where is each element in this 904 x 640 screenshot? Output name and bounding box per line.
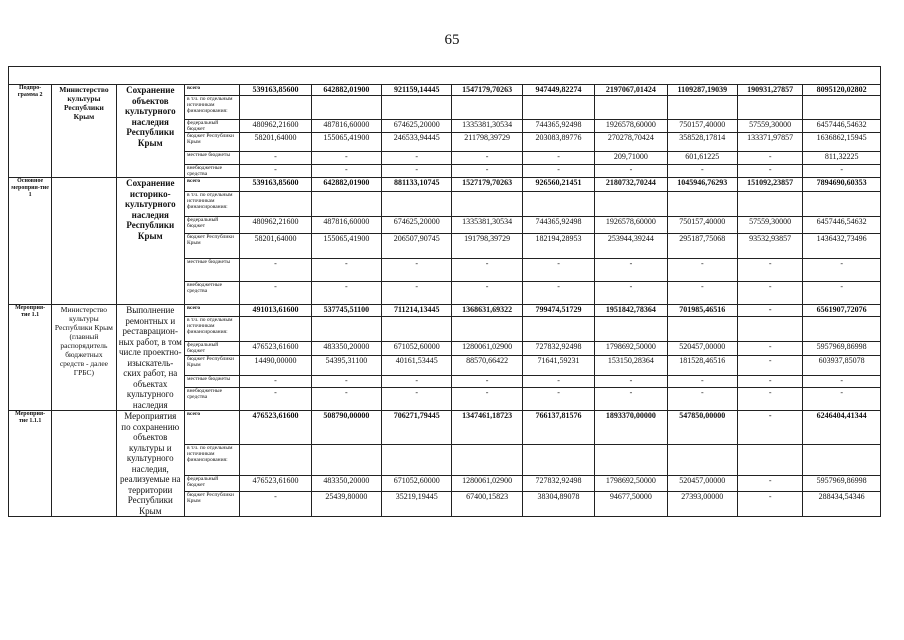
section-code-cell: Основное мероприя-тие 1: [9, 178, 52, 305]
amount-cell: [803, 317, 881, 342]
amount-cell: 881133,10745: [382, 178, 452, 192]
amount-cell: -: [311, 259, 381, 282]
funding-source-cell: всего: [184, 85, 239, 96]
amount-cell: 246533,94445: [382, 133, 452, 152]
table-row: [9, 85, 881, 96]
amount-cell: -: [738, 282, 803, 305]
amount-cell: -: [452, 152, 522, 165]
amount-cell: -: [595, 165, 667, 178]
amount-cell: 203083,89776: [522, 133, 594, 152]
amount-cell: 520457,00000: [667, 342, 737, 356]
amount-cell: [667, 317, 737, 342]
amount-cell: [522, 192, 594, 217]
amount-cell: 5957969,86998: [803, 476, 881, 492]
amount-cell: 190931,27857: [738, 85, 803, 96]
amount-cell: 480962,21600: [240, 217, 311, 234]
budget-table-container: [8, 66, 881, 574]
amount-cell: -: [803, 388, 881, 411]
funding-source-cell: бюджет Республики Крым: [184, 234, 239, 259]
amount-cell: -: [311, 165, 381, 178]
amount-cell: 671052,60000: [382, 342, 452, 356]
amount-cell: -: [803, 165, 881, 178]
amount-cell: [522, 317, 594, 342]
amount-cell: 750157,40000: [667, 217, 737, 234]
amount-cell: 8095120,02802: [803, 85, 881, 96]
amount-cell: [382, 192, 452, 217]
amount-cell: 706271,79445: [382, 411, 452, 445]
amount-cell: -: [595, 388, 667, 411]
amount-cell: -: [667, 259, 737, 282]
amount-cell: -: [738, 375, 803, 387]
amount-cell: -: [240, 492, 311, 517]
amount-cell: -: [738, 411, 803, 445]
amount-cell: -: [595, 259, 667, 282]
amount-cell: [240, 317, 311, 342]
amount-cell: 38304,89078: [522, 492, 594, 517]
amount-cell: [667, 445, 737, 476]
amount-cell: 358528,17814: [667, 133, 737, 152]
amount-cell: -: [522, 388, 594, 411]
amount-cell: 750157,40000: [667, 120, 737, 133]
funding-source-cell: всего: [184, 305, 239, 317]
amount-cell: 711214,13445: [382, 305, 452, 317]
amount-cell: 483350,20000: [311, 342, 381, 356]
amount-cell: 1798692,50000: [595, 476, 667, 492]
amount-cell: [522, 96, 594, 120]
funding-source-cell: внебюджетные средства: [184, 282, 239, 305]
section-code-cell: Подпро-грамма 2: [9, 85, 52, 178]
amount-cell: 926560,21451: [522, 178, 594, 192]
page-number: 65: [444, 32, 460, 48]
amount-cell: 642882,01900: [311, 85, 381, 96]
amount-cell: 1893370,00000: [595, 411, 667, 445]
amount-cell: -: [738, 492, 803, 517]
amount-cell: 295187,75068: [667, 234, 737, 259]
amount-cell: 603937,85078: [803, 355, 881, 375]
amount-cell: 2180732,70244: [595, 178, 667, 192]
amount-cell: 93532,93857: [738, 234, 803, 259]
amount-cell: 14490,00000: [240, 355, 311, 375]
amount-cell: 476523,61600: [240, 342, 311, 356]
amount-cell: [595, 317, 667, 342]
amount-cell: 480962,21600: [240, 120, 311, 133]
executor-cell: [52, 411, 116, 517]
amount-cell: -: [522, 282, 594, 305]
amount-cell: [382, 317, 452, 342]
amount-cell: -: [522, 165, 594, 178]
funding-source-cell: федеральный бюджет: [184, 476, 239, 492]
program-name-cell: Выполнение ремонтных и реставрацион-ных работ, в том числе проектно-изыскатель-ских работ, на объектах культурного наследия: [116, 305, 184, 411]
amount-cell: 6246404,41344: [803, 411, 881, 445]
amount-cell: 642882,01900: [311, 178, 381, 192]
amount-cell: [738, 317, 803, 342]
amount-cell: 67400,15823: [452, 492, 522, 517]
amount-cell: 674625,20000: [382, 217, 452, 234]
funding-source-cell: местные бюджеты: [184, 259, 239, 282]
amount-cell: 487816,60000: [311, 120, 381, 133]
amount-cell: 58201,64000: [240, 234, 311, 259]
amount-cell: -: [522, 259, 594, 282]
amount-cell: -: [522, 375, 594, 387]
amount-cell: -: [240, 259, 311, 282]
amount-cell: -: [382, 259, 452, 282]
amount-cell: -: [382, 375, 452, 387]
funding-source-cell: бюджет Республики Крым: [184, 492, 239, 517]
amount-cell: 487816,60000: [311, 217, 381, 234]
amount-cell: [452, 317, 522, 342]
amount-cell: 71641,59231: [522, 355, 594, 375]
amount-cell: -: [311, 152, 381, 165]
amount-cell: 209,71000: [595, 152, 667, 165]
amount-cell: 1636862,15945: [803, 133, 881, 152]
amount-cell: [738, 445, 803, 476]
funding-source-cell: федеральный бюджет: [184, 217, 239, 234]
executor-cell: Министерство культуры Республики Крым (главный распорядитель бюджетных средств - далее ГРБС): [52, 305, 116, 411]
executor-cell: Министерство культуры Республики Крым: [52, 85, 116, 178]
funding-source-cell: в т.ч. по отдельным источникам финансирования:: [184, 445, 239, 476]
amount-cell: -: [803, 375, 881, 387]
amount-cell: -: [452, 375, 522, 387]
amount-cell: 35219,19445: [382, 492, 452, 517]
amount-cell: 539163,85600: [240, 85, 311, 96]
amount-cell: 2197067,01424: [595, 85, 667, 96]
amount-cell: [240, 445, 311, 476]
amount-cell: -: [667, 165, 737, 178]
amount-cell: -: [240, 152, 311, 165]
amount-cell: 1798692,50000: [595, 342, 667, 356]
amount-cell: 270278,70424: [595, 133, 667, 152]
amount-cell: 1951842,78364: [595, 305, 667, 317]
funding-source-cell: федеральный бюджет: [184, 120, 239, 133]
amount-cell: 88570,66422: [452, 355, 522, 375]
amount-cell: [382, 96, 452, 120]
amount-cell: 211798,39729: [452, 133, 522, 152]
amount-cell: 744365,92498: [522, 120, 594, 133]
section-code-cell: Мероприя-тие 1.1.1: [9, 411, 52, 517]
amount-cell: 799474,51729: [522, 305, 594, 317]
executor-cell: [52, 178, 116, 305]
amount-cell: [667, 192, 737, 217]
amount-cell: 181528,46516: [667, 355, 737, 375]
amount-cell: -: [452, 165, 522, 178]
amount-cell: 701985,46516: [667, 305, 737, 317]
amount-cell: -: [667, 388, 737, 411]
amount-cell: -: [240, 165, 311, 178]
amount-cell: -: [382, 388, 452, 411]
amount-cell: 1547179,70263: [452, 85, 522, 96]
table-row: [9, 411, 881, 445]
amount-cell: [803, 192, 881, 217]
amount-cell: -: [311, 282, 381, 305]
table-row: [9, 178, 881, 192]
amount-cell: 6457446,54632: [803, 217, 881, 234]
amount-cell: 674625,20000: [382, 120, 452, 133]
amount-cell: -: [595, 375, 667, 387]
budget-table-body: [9, 67, 881, 517]
amount-cell: -: [311, 388, 381, 411]
amount-cell: 25439,80000: [311, 492, 381, 517]
funding-source-cell: федеральный бюджет: [184, 342, 239, 356]
amount-cell: [667, 96, 737, 120]
amount-cell: 5957969,86998: [803, 342, 881, 356]
amount-cell: 153150,28364: [595, 355, 667, 375]
amount-cell: -: [803, 259, 881, 282]
amount-cell: 1280061,02900: [452, 476, 522, 492]
amount-cell: -: [738, 388, 803, 411]
amount-cell: 58201,64000: [240, 133, 311, 152]
amount-cell: -: [738, 305, 803, 317]
amount-cell: [311, 192, 381, 217]
amount-cell: 1045946,76293: [667, 178, 737, 192]
amount-cell: -: [240, 375, 311, 387]
amount-cell: -: [738, 342, 803, 356]
amount-cell: [738, 96, 803, 120]
amount-cell: 491013,61600: [240, 305, 311, 317]
amount-cell: 1436432,73496: [803, 234, 881, 259]
budget-table: [8, 66, 881, 517]
amount-cell: [595, 445, 667, 476]
amount-cell: 1109287,19039: [667, 85, 737, 96]
amount-cell: -: [452, 282, 522, 305]
amount-cell: 947449,82274: [522, 85, 594, 96]
funding-source-cell: бюджет Республики Крым: [184, 355, 239, 375]
amount-cell: 155065,41900: [311, 133, 381, 152]
amount-cell: -: [452, 259, 522, 282]
amount-cell: 601,61225: [667, 152, 737, 165]
amount-cell: 476523,61600: [240, 476, 311, 492]
amount-cell: 483350,20000: [311, 476, 381, 492]
program-name-cell: Сохранение историко-культурного наследия Республики Крым: [116, 178, 184, 305]
amount-cell: 191798,39729: [452, 234, 522, 259]
amount-cell: [595, 192, 667, 217]
amount-cell: 1335381,30534: [452, 120, 522, 133]
funding-source-cell: внебюджетные средства: [184, 388, 239, 411]
amount-cell: 921159,14445: [382, 85, 452, 96]
funding-source-cell: в т.ч. по отдельным источникам финансирования:: [184, 96, 239, 120]
amount-cell: -: [738, 152, 803, 165]
program-name-cell: Сохранение объектов культурного наследия Республики Крым: [116, 85, 184, 178]
funding-source-cell: местные бюджеты: [184, 375, 239, 387]
amount-cell: -: [667, 375, 737, 387]
amount-cell: 1926578,60000: [595, 120, 667, 133]
funding-source-cell: всего: [184, 411, 239, 445]
amount-cell: 133371,97857: [738, 133, 803, 152]
amount-cell: 54395,31100: [311, 355, 381, 375]
amount-cell: 1347461,18723: [452, 411, 522, 445]
amount-cell: 27393,00000: [667, 492, 737, 517]
amount-cell: 476523,61600: [240, 411, 311, 445]
amount-cell: [803, 96, 881, 120]
amount-cell: [452, 445, 522, 476]
amount-cell: [595, 96, 667, 120]
amount-cell: 537745,51100: [311, 305, 381, 317]
amount-cell: 1335381,30534: [452, 217, 522, 234]
amount-cell: 288434,54346: [803, 492, 881, 517]
amount-cell: [311, 317, 381, 342]
amount-cell: [311, 96, 381, 120]
funding-source-cell: внебюджетные средства: [184, 165, 239, 178]
amount-cell: 253944,39244: [595, 234, 667, 259]
amount-cell: -: [240, 388, 311, 411]
amount-cell: [803, 445, 881, 476]
amount-cell: [452, 192, 522, 217]
amount-cell: -: [738, 259, 803, 282]
amount-cell: 6561907,72076: [803, 305, 881, 317]
table-row: [9, 305, 881, 317]
funding-source-cell: бюджет Республики Крым: [184, 133, 239, 152]
amount-cell: 508790,00000: [311, 411, 381, 445]
amount-cell: -: [240, 282, 311, 305]
amount-cell: 520457,00000: [667, 476, 737, 492]
amount-cell: 727832,92498: [522, 342, 594, 356]
amount-cell: 1527179,70263: [452, 178, 522, 192]
funding-source-cell: в т.ч. по отдельным источникам финансирования:: [184, 317, 239, 342]
amount-cell: [452, 96, 522, 120]
amount-cell: 155065,41900: [311, 234, 381, 259]
amount-cell: 94677,50000: [595, 492, 667, 517]
amount-cell: 7894690,60353: [803, 178, 881, 192]
amount-cell: 744365,92498: [522, 217, 594, 234]
amount-cell: -: [311, 375, 381, 387]
amount-cell: -: [382, 165, 452, 178]
amount-cell: 811,32225: [803, 152, 881, 165]
header-continuation-row: [9, 67, 881, 85]
funding-source-cell: в т.ч. по отдельным источникам финансирования:: [184, 192, 239, 217]
program-name-cell: Мероприятия по сохранению объектов культуры и культурного наследия, реализуемые на территории Республики Крым: [116, 411, 184, 517]
amount-cell: 539163,85600: [240, 178, 311, 192]
amount-cell: 57559,30000: [738, 217, 803, 234]
amount-cell: 547850,00000: [667, 411, 737, 445]
amount-cell: 40161,53445: [382, 355, 452, 375]
amount-cell: [240, 96, 311, 120]
amount-cell: 57559,30000: [738, 120, 803, 133]
funding-source-cell: местные бюджеты: [184, 152, 239, 165]
amount-cell: [240, 192, 311, 217]
amount-cell: 1368631,69322: [452, 305, 522, 317]
amount-cell: 1926578,60000: [595, 217, 667, 234]
amount-cell: 727832,92498: [522, 476, 594, 492]
amount-cell: -: [738, 476, 803, 492]
amount-cell: [311, 445, 381, 476]
amount-cell: [382, 445, 452, 476]
amount-cell: 671052,60000: [382, 476, 452, 492]
amount-cell: -: [803, 282, 881, 305]
amount-cell: -: [738, 355, 803, 375]
amount-cell: 206507,90745: [382, 234, 452, 259]
amount-cell: -: [595, 282, 667, 305]
amount-cell: -: [738, 165, 803, 178]
amount-cell: -: [382, 152, 452, 165]
amount-cell: -: [667, 282, 737, 305]
amount-cell: 766137,81576: [522, 411, 594, 445]
amount-cell: -: [522, 152, 594, 165]
amount-cell: -: [382, 282, 452, 305]
funding-source-cell: всего: [184, 178, 239, 192]
amount-cell: [522, 445, 594, 476]
section-code-cell: Мероприя-тие 1.1: [9, 305, 52, 411]
amount-cell: 151092,23857: [738, 178, 803, 192]
amount-cell: 6457446,54632: [803, 120, 881, 133]
amount-cell: 182194,28953: [522, 234, 594, 259]
amount-cell: 1280061,02900: [452, 342, 522, 356]
amount-cell: -: [452, 388, 522, 411]
amount-cell: [738, 192, 803, 217]
